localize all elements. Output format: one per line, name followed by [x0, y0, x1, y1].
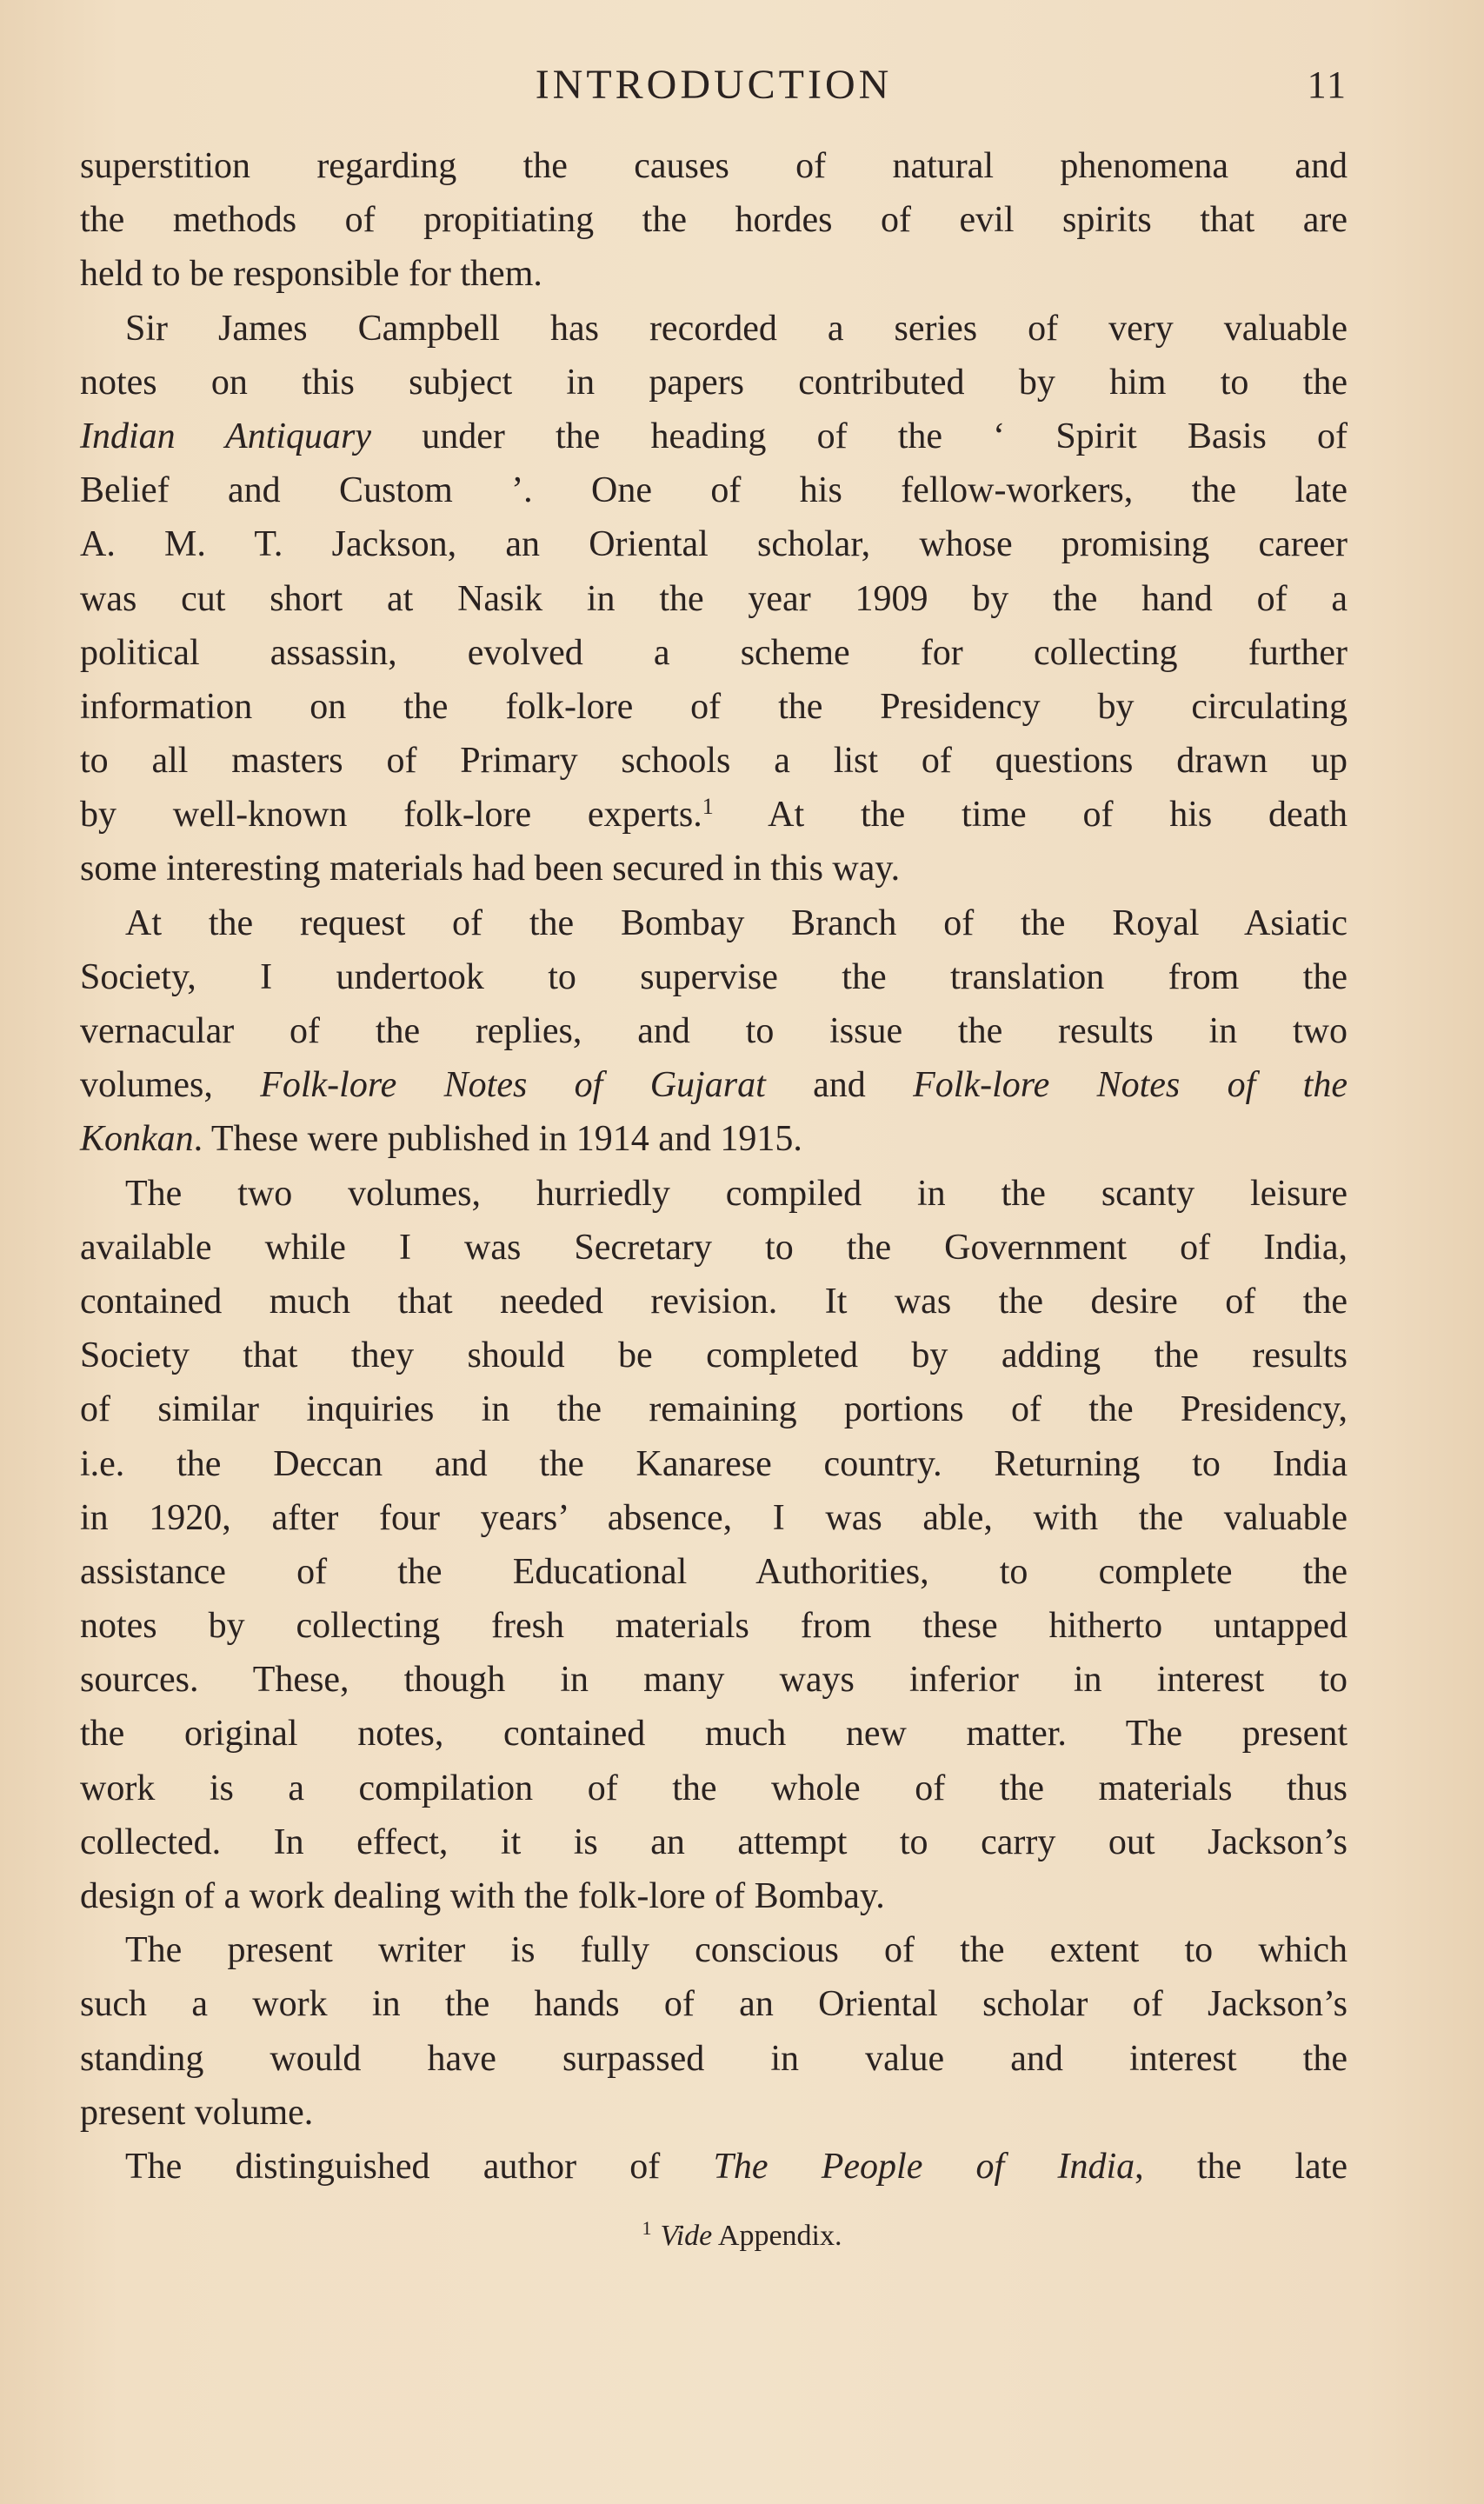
book-title-italic: The People of India	[713, 2146, 1135, 2187]
text-line: sources. These, though in many ways inferior in interest to	[80, 1660, 1348, 1701]
text-line: collected. In effect, it is an attempt to carry out Jackson’s	[80, 1821, 1348, 1862]
text-line: A. M. T. Jackson, an Oriental scholar, whose promising career	[80, 524, 1348, 565]
text-line: assistance of the Educational Authorities, to complete the	[80, 1551, 1348, 1592]
footnote-italic: Vide	[660, 2220, 713, 2252]
text-line: the original notes, contained much new matter. The present	[80, 1714, 1348, 1755]
text-line: present volume.	[80, 2092, 314, 2133]
book-title-italic: Folk-lore Notes of the	[913, 1065, 1348, 1106]
text-line: work is a compilation of the whole of the materials thus	[80, 1768, 1348, 1808]
footnote-text: Appendix.	[712, 2220, 842, 2252]
text-line: some interesting materials had been secured in this way.	[80, 849, 901, 889]
footnote-marker: 1	[642, 2217, 652, 2239]
book-title-italic: Folk-lore Notes of Gujarat	[260, 1065, 766, 1106]
text-span: volumes,	[80, 1065, 261, 1106]
text-line	[80, 788, 1348, 842]
text-line: of similar inquiries in the remaining portions of the Presidency,	[80, 1389, 1348, 1430]
running-title: INTRODUCTION	[535, 62, 893, 108]
text-line: to all masters of Primary schools a list of questions drawn up	[80, 741, 1348, 782]
text-line: notes by collecting fresh materials from these hitherto untapped	[80, 1606, 1348, 1647]
text-line: vernacular of the replies, and to issue the results in two	[80, 1011, 1348, 1051]
text-line: contained much that needed revision. It was the desire of the	[80, 1281, 1348, 1322]
page-number: 11	[1307, 63, 1348, 106]
text-line: such a work in the hands of an Oriental scholar of Jackson’s	[80, 1984, 1348, 2025]
text-line	[80, 1112, 1348, 1166]
footnote	[0, 2217, 1484, 2253]
text-body	[80, 139, 1348, 2194]
text-line: design of a work dealing with the folk-lore of Bombay.	[80, 1876, 885, 1916]
text-line: Society, I undertook to supervise the translation from the	[80, 956, 1348, 997]
text-line: was cut short at Nasik in the year 1909 by the hand of a	[80, 578, 1348, 619]
text-line: political assassin, evolved a scheme for collecting further	[80, 632, 1348, 673]
text-line: standing would have surpassed in value and interest the	[80, 2038, 1348, 2079]
text-span: At the time of his death	[713, 795, 1348, 836]
text-line: available while I was Secretary to the Government of India,	[80, 1227, 1348, 1268]
text-span: , the late	[1135, 2146, 1348, 2187]
text-line: notes on this subject in papers contributed by him to the	[80, 362, 1348, 403]
text-line: superstition regarding the causes of natural phenomena and	[80, 146, 1348, 186]
text-line	[80, 1058, 1348, 1112]
text-span: The distinguished author of	[125, 2146, 714, 2187]
text-line: At the request of the Bombay Branch of the Royal Asiatic	[125, 902, 1348, 943]
text-line: held to be responsible for them.	[80, 254, 542, 295]
footnote-reference[interactable]: 1	[702, 794, 714, 820]
text-line: Society that they should be completed by adding the results	[80, 1335, 1348, 1376]
book-title-italic: Konkan	[80, 1119, 194, 1160]
text-span: . These were published in 1914 and 1915.	[193, 1119, 802, 1160]
text-span: under the heading of the ‘ Spirit Basis of	[371, 416, 1348, 456]
text-span: and	[765, 1065, 914, 1106]
book-title-italic: Indian Antiquary	[80, 416, 372, 456]
text-line: The two volumes, hurriedly compiled in the scanty leisure	[125, 1173, 1348, 1214]
text-line: the methods of propitiating the hordes of evil spirits that are	[80, 200, 1348, 241]
text-line: in 1920, after four years’ absence, I was able, with the valuable	[80, 1497, 1348, 1538]
running-head	[80, 61, 1348, 113]
text-line	[80, 2140, 1348, 2194]
text-span: by well-known folk-lore experts.	[80, 795, 702, 836]
text-line: The present writer is fully conscious of the extent to which	[125, 1930, 1348, 1971]
text-line	[80, 410, 1348, 463]
text-line: i.e. the Deccan and the Kanarese country. Returning to India	[80, 1443, 1348, 1484]
text-line: Belief and Custom ’. One of his fellow-workers, the late	[80, 470, 1348, 511]
text-line: information on the folk-lore of the Presidency by circulating	[80, 686, 1348, 727]
text-line: Sir James Campbell has recorded a series of very valuable	[125, 308, 1348, 349]
